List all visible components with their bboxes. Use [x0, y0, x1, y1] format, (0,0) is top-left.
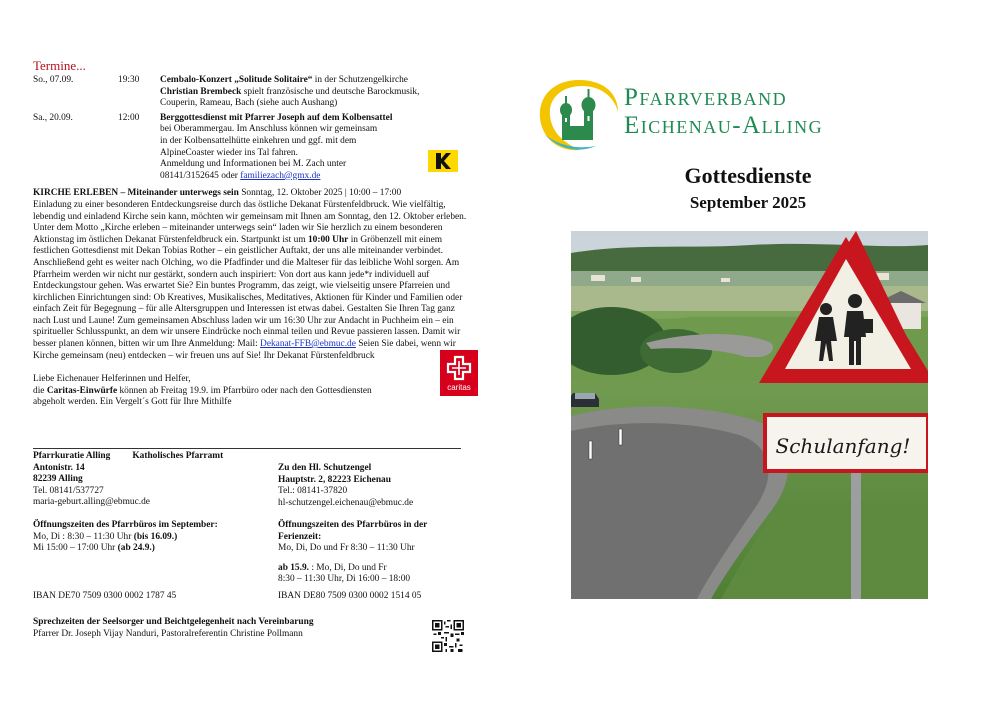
hours-line: Mo, Di, Do und Fr 8:30 – 11:30 Uhr	[278, 543, 415, 554]
hours-line: 8:30 – 11:30 Uhr, Di 16:00 – 18:00	[278, 574, 411, 585]
cover-photo	[571, 231, 928, 599]
event-body	[160, 113, 473, 183]
contact-name: Zu den Hl. Schutzengel	[278, 463, 372, 473]
event-concert	[33, 75, 473, 110]
hours-line: : Mo, Di, Do und Fr	[309, 562, 387, 573]
kirche-text-a: Einladung zu einer besonderen Entdeckungsreise durch das östliche Dekanat Fürstenfeldbruck. Wie vielfältig, lebendig und einladend Kirche sein kann, möchten wir gemeinsam mit Ihnen am Sonntag, den 12. Oktober erleben. Unter dem Motto „Kirche erleben – miteinander unterwegs sein“ laden wir Sie herzlich zu einem besonderen Aktionstag im östlichen Dekanat Fürstenfeldbruck ein. Startpunkt ist um	[33, 199, 467, 245]
event-line: spielt französische und deutsche Barockmusik,	[241, 86, 420, 97]
hours-alling	[33, 520, 278, 555]
email-link-dekanat[interactable]: Dekanat-FFB@ebmuc.de	[260, 339, 356, 350]
kirche-start-time: 10:00 Uhr	[307, 234, 349, 245]
church-logo-icon	[534, 74, 624, 160]
helfer-line: Liebe Eichenauer Helferinnen und Helfer,	[33, 374, 191, 385]
helfer-bold: Caritas-Einwürfe	[46, 385, 118, 396]
kirche-erleben-article	[33, 188, 473, 362]
hours-bold: (ab 24.9.)	[117, 543, 155, 554]
school-sign-photo	[571, 231, 928, 599]
contact-mail: hl-schutzengel.eichenau@ebmuc.de	[278, 497, 414, 508]
event-body	[160, 75, 473, 110]
kirche-title: KIRCHE ERLEBEN – Miteinander unterwegs sein	[33, 188, 239, 199]
contact-street: Antonistr. 14	[33, 462, 85, 473]
contact-label: Katholisches Pfarramt	[132, 451, 224, 461]
hours-eichenau	[278, 520, 478, 586]
hours-bold: (bis 16.09.)	[133, 531, 178, 542]
event-date: Sa., 20.09.	[33, 112, 73, 123]
hours-title: Öffnungszeiten des Pfarrbüros im September:	[33, 520, 218, 530]
k-logo-icon	[428, 150, 458, 172]
event-title: Berggottesdienst mit Pfarrer Joseph auf dem Kolbensattel	[160, 112, 393, 123]
kirche-text-b: in Gröbenzell mit einem festlichen Gottesdienst mit Dekan Tobias Rother – ein geistlicher Auftakt, der uns alle miteinander verbindet. Anschließend geht es weiter nach Olching, wo die Pfadfinder und die Malteser für das leibliche Wohl sorgen. Am Pfarrheim werden wir nicht nur gestärkt, sondern auch inspiriert: Von dort aus kann jede*r individuell auf Entdeckungstour gehen. Was erwartet Sie? Ein buntes Programm, das zeigt, wie vielseitig unsere Pfarreien und kirchlichen Einrichtungen sind: Ob Kreatives, Musikalisches, Meditatives, Aktionen für Kinder und Familien oder einfach Zeit für Begegnung – für alle Altersgruppen und Interessen ist etwas dabei. Gestalten Sie Ihren Tag ganz nach Lust und Laune! Zum gemeinsamen Abschluss laden wir um 16:30 Uhr zur Andacht in Puchheim ein – ein spiritueller Schlusspunkt, an dem wir unsere Eindrücke noch einmal teilen und Revue passieren lassen. Damit wir besser planen können, bitten wir um Ihre Anmeldung: Mail:	[33, 234, 463, 350]
event-line: bei Oberammergau. Im Anschluss können wir gemeinsam	[160, 124, 378, 135]
helfer-line: können ab Freitag 19.9. im Pfarrbüro oder nach den Gottesdiensten	[117, 385, 372, 396]
brand-line-1	[624, 84, 787, 112]
qr-code-icon	[432, 620, 464, 652]
caritas-cross-icon	[444, 353, 474, 383]
hours-bold: ab 15.9.	[278, 562, 309, 573]
caritas-label: caritas	[447, 383, 471, 392]
event-title: Cembalo-Konzert „Solitude Solitaire“	[160, 75, 313, 85]
hours-line: Mo, Di : 8:30 – 11:30 Uhr	[33, 531, 134, 542]
sign-text: Schulanfang!	[775, 434, 911, 458]
event-line: Anmeldung und Informationen bei M. Zach unter	[160, 159, 347, 170]
hours-line: Mi 15:00 – 17:00 Uhr	[33, 543, 118, 554]
helfer-note	[33, 374, 473, 409]
contact-eichenau	[278, 463, 478, 509]
page-title: Gottesdienste	[684, 163, 812, 188]
iban-eichenau: IBAN DE80 7509 0300 0002 1514 05	[278, 591, 422, 601]
event-berggottesdienst	[33, 113, 473, 183]
brand-text: Pfarrverband	[624, 84, 788, 111]
email-link-zach[interactable]: familiezach@gmx.de	[240, 170, 321, 181]
contact-name: Pfarrkuratie Alling	[33, 451, 111, 461]
helfer-line: die	[33, 385, 47, 396]
event-line: Couperin, Rameau, Bach (siehe auch Aushang)	[160, 98, 338, 109]
event-time: 19:30	[118, 75, 140, 85]
event-time: 12:00	[118, 112, 140, 123]
brand-line-2	[624, 112, 823, 140]
sprech-names: Pfarrer Dr. Joseph Vijay Nanduri, Pastoralreferentin Christine Pollmann	[33, 628, 303, 639]
contact-street: Hauptstr. 2, 82223 Eichenau	[278, 474, 391, 485]
left-column	[33, 58, 473, 409]
termine-heading: Termine...	[33, 58, 86, 73]
contact-tel: Tel.: 08141-37820	[278, 486, 348, 497]
event-date: So., 07.09.	[33, 75, 74, 85]
helfer-line: abgeholt werden. Ein Vergelt´s Gott für Ihre Mithilfe	[33, 397, 232, 408]
contact-mail: maria-geburt.alling@ebmuc.de	[33, 497, 150, 508]
contact-alling	[33, 451, 273, 509]
iban-alling: IBAN DE70 7509 0300 0002 1787 45	[33, 591, 177, 601]
event-title-rest: in der Schutzengelkirche	[312, 75, 408, 85]
caritas-logo	[440, 350, 478, 396]
contact-tel: Tel. 08141/537727	[33, 485, 104, 496]
brand-text: Eichenau-Alling	[624, 112, 824, 139]
event-line: in der Kolbensattelhütte einkehren und ggf. mit dem	[160, 135, 357, 146]
kirche-text-c: Seien Sie dabei, wenn wir Kirche gemeinsam (neu) entdecken – wir freuen uns auf Sie! Ihr Dekanat Fürstenfeldbruck	[33, 339, 456, 361]
kirche-date: Sonntag, 12. Oktober 2025 | 10:00 – 17:00	[238, 188, 402, 199]
sprechzeiten	[33, 617, 433, 640]
event-performer: Christian Brembeck	[160, 86, 242, 97]
page-subtitle: September 2025	[689, 193, 807, 212]
sprech-title: Sprechzeiten der Seelsorger und Beichtgelegenheit nach Vereinbarung	[33, 617, 314, 627]
hours-title: Ferienzeit:	[278, 531, 322, 542]
event-line: AlpineCoaster wieder ins Tal fahren.	[160, 147, 298, 158]
hours-title: Öffnungszeiten des Pfarrbüros in der	[278, 520, 428, 530]
contact-city: 82239 Alling	[33, 474, 83, 485]
divider	[33, 448, 461, 449]
event-contact: 08141/3152645 oder	[160, 170, 241, 181]
